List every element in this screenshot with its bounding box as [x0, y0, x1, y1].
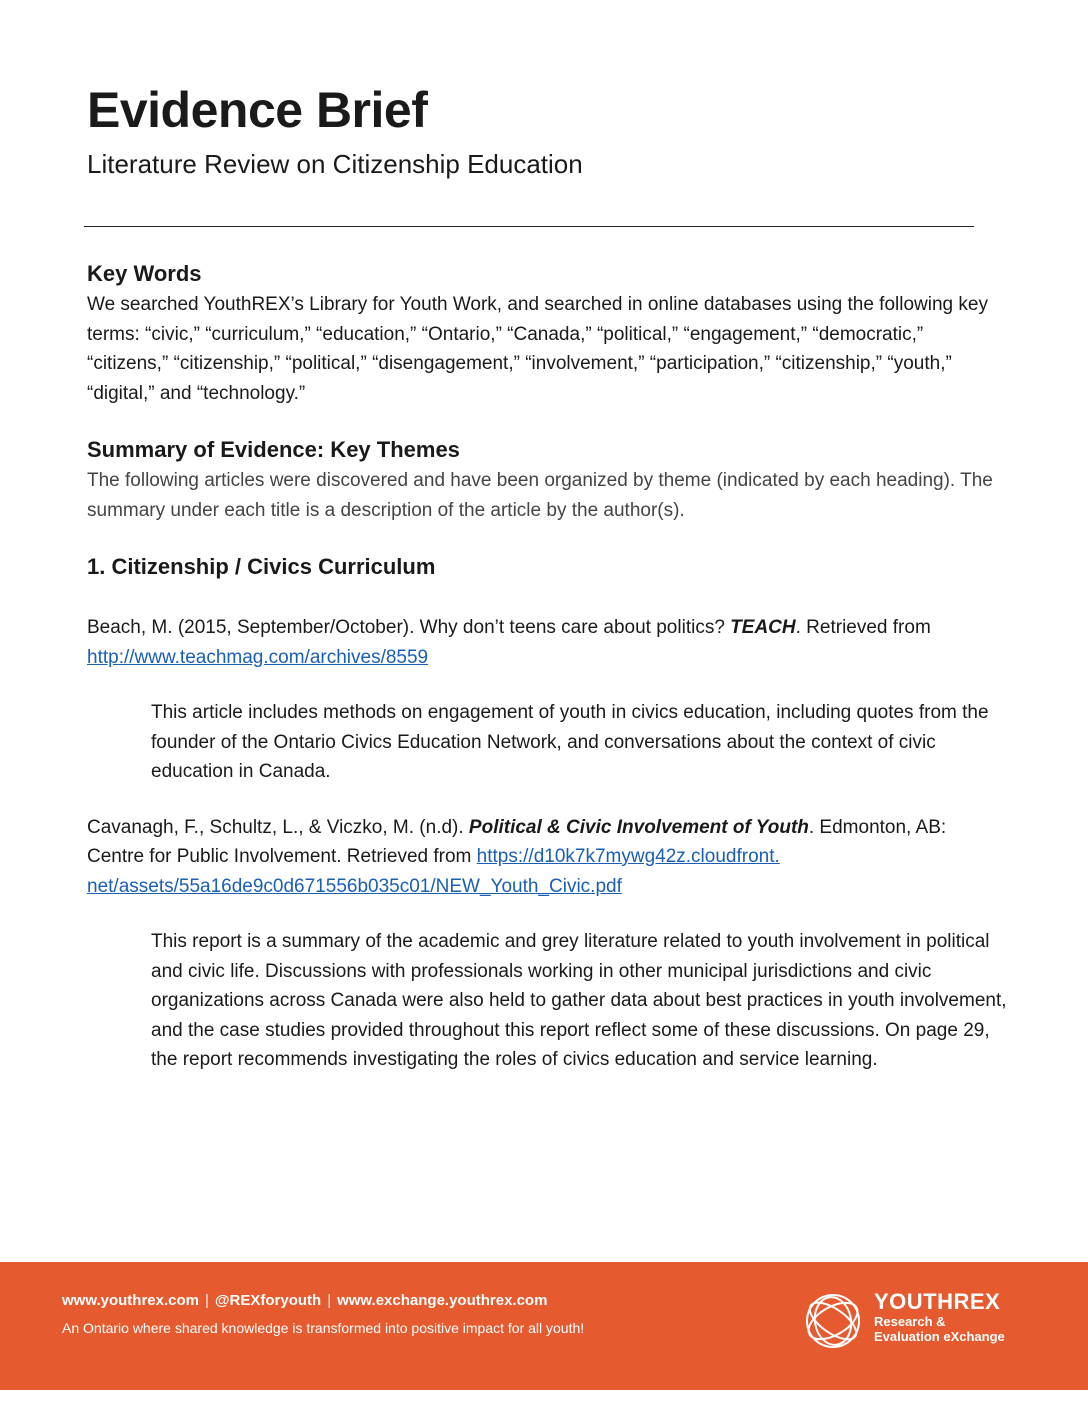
footer-exchange-link[interactable]: www.exchange.youthrex.com [337, 1292, 548, 1309]
footer-separator: | [204, 1292, 209, 1309]
logo-subtitle-line1: Research & [874, 1314, 946, 1329]
theme-heading: 1. Citizenship / Civics Curriculum [87, 554, 436, 579]
logo-text [874, 1290, 1005, 1344]
citation-title: Political & Civic Involvement of Youth [468, 816, 809, 838]
reference-link-part: https://d10k7k7mywg42z.cloudfront. [476, 846, 780, 867]
page-title: Evidence Brief [87, 82, 428, 138]
summary-heading: Summary of Evidence: Key Themes [87, 437, 460, 462]
reference-citation [87, 813, 1007, 902]
key-words-section [87, 258, 1007, 408]
footer-tagline: An Ontario where shared knowledge is transformed into positive impact for all youth! [62, 1320, 585, 1336]
footer-links [62, 1292, 547, 1309]
youthrex-logo-icon [800, 1288, 866, 1354]
page-subtitle: Literature Review on Citizenship Education [87, 149, 583, 179]
citation-journal: TEACH [730, 617, 796, 638]
summary-section [87, 434, 1007, 525]
summary-body: The following articles were discovered and have been organized by theme (indicated by each heading). The summary under each title is a description of the article by the author(s). [87, 470, 993, 521]
logo-name: YOUTHREX [874, 1289, 1001, 1314]
page-footer [0, 1262, 1088, 1390]
citation-text: . Edmonton, AB: Centre for Public Involvement. Retrieved from [87, 816, 947, 867]
logo-subtitle-line2: Evaluation eXchange [874, 1329, 1005, 1344]
main-content [87, 258, 1007, 1075]
reference-summary: This article includes methods on engagement of youth in civics education, including quotes from the founder of the Ontario Civics Education Network, and conversations about the context of civic education in Canada. [151, 702, 989, 782]
footer-separator: | [327, 1292, 332, 1309]
citation-text: Cavanagh, F., Schultz, L., & Viczko, M. (n.d). [87, 816, 469, 838]
citation-text: Beach, M. (2015, September/October). Why don’t teens care about politics? [87, 617, 731, 638]
footer-website-link[interactable]: www.youthrex.com [62, 1292, 199, 1309]
key-words-heading: Key Words [87, 261, 202, 286]
header-divider [84, 226, 974, 227]
reference-link-part: net/assets/55a16de9c0d671556b035c01/NEW_Youth_Civic.pdf [87, 875, 622, 897]
youthrex-logo [800, 1288, 1020, 1352]
reference-summary: This report is a summary of the academic and grey literature related to youth involvement in political and civic life. Discussions with professionals working in other municipal jurisdictions and civic organizations across Canada were also held to gather data about best practices in youth involvement, and the case studies provided throughout this report reflect some of these discussions. On page 29, the report recommends investigating the roles of civics education and service learning. [151, 931, 1007, 1070]
key-words-body: We searched YouthREX’s Library for Youth Work, and searched in online databases using the following key terms: “civic,” “curriculum,” “education,” “Ontario,” “Canada,” “political,” “engagement,” “democratic,” “citizens,” “citizenship,” “political,” “disengagement,” “involvement,” “participation,” “citizenship,” “youth,” “digital,” and “technology.” [87, 294, 988, 404]
theme-section [87, 551, 1007, 1075]
reference-link[interactable]: http://www.teachmag.com/archives/8559 [87, 646, 429, 668]
footer-twitter-link[interactable]: @REXforyouth [214, 1292, 322, 1309]
citation-text: . Retrieved from [795, 617, 931, 638]
reference-citation [87, 613, 1007, 672]
